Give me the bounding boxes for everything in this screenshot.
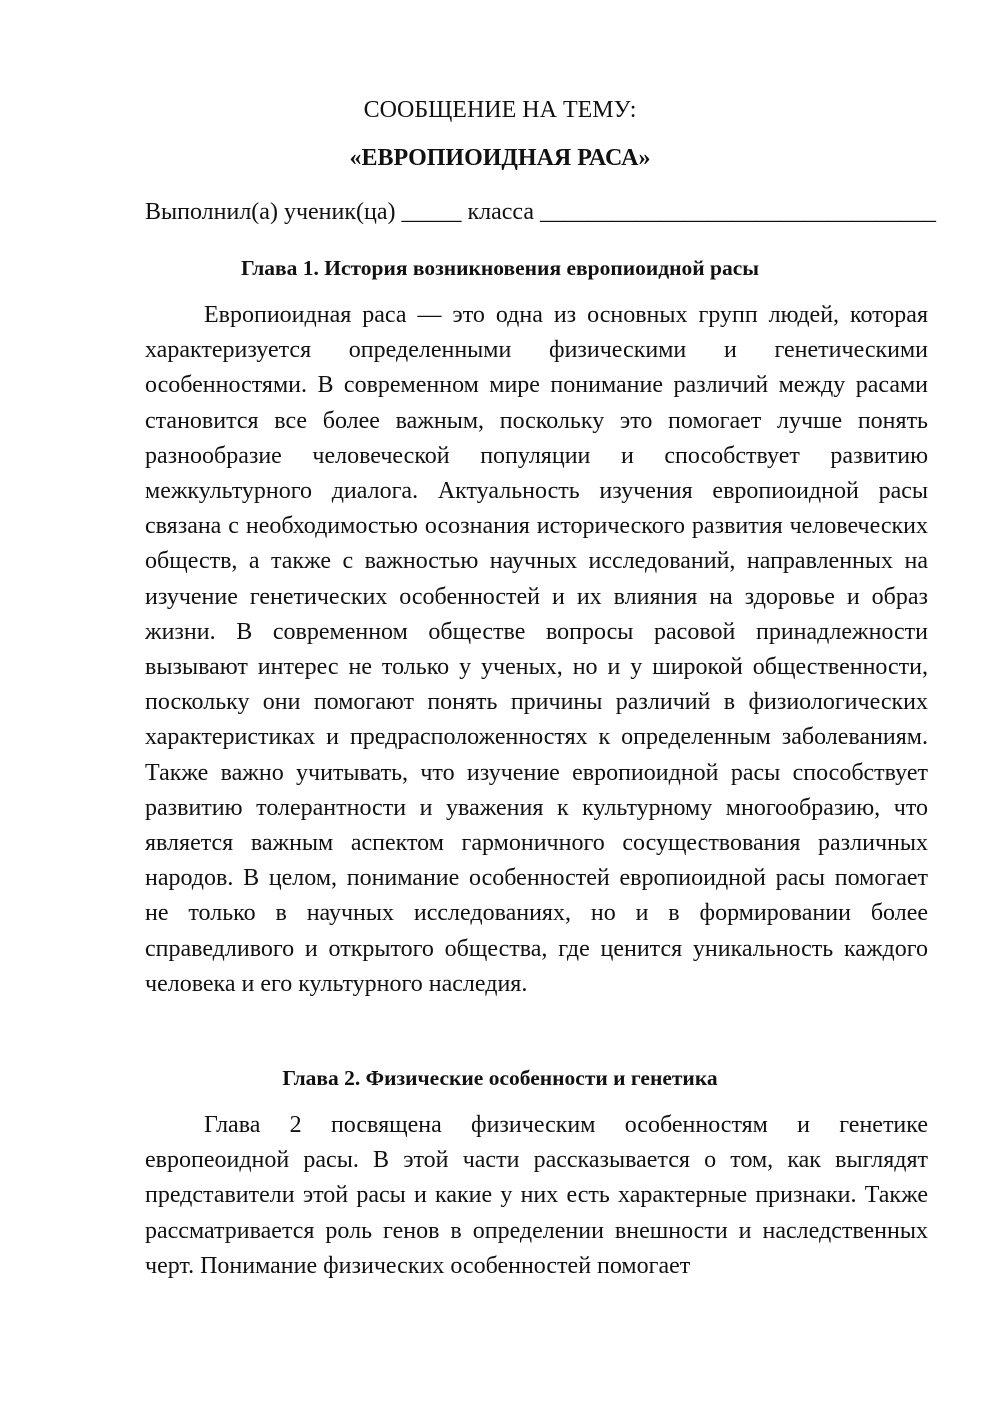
- chapter-2-heading: Глава 2. Физические особенности и генетика: [282, 1066, 718, 1090]
- author-line: Выполнил(а) ученик(ца) _____ класса _________________________________: [145, 199, 937, 225]
- chapter-1-heading: Глава 1. История возникновения европиоидной расы: [240, 256, 760, 280]
- chapter-2-paragraph: Глава 2 посвящена физическим особенностям и генетике европеоидной расы. В этой части рассказывается о том, как выглядят представители этой расы и какие у них есть характерные признаки. Также рассматривается роль генов в определении внешности и наследственных черт. Понимание физических особенностей помогает: [145, 1112, 928, 1279]
- document-title-line1: СООБЩЕНИЕ НА ТЕМУ:: [363, 97, 637, 123]
- chapter-1-paragraph: Европиоидная раса — это одна из основных групп людей, которая характеризуется определенными физическими и генетическими особенностями. В современном мире понимание различий между расами становится все более важным, поскольку это помогает лучше понять разнообразие человеческой популяции и способствует развитию межкультурного диалога. Актуальность изучения европиоидной расы связана с необходимостью осознания исторического развития человеческих обществ, а также с важностью научных исследований, направленных на изучение генетических особенностей и их влияния на здоровье и образ жизни. В современном обществе вопросы расовой принадлежности вызывают интерес не только у ученых, но и у широкой общественности, поскольку они помогают понять причины различий в физиологических характеристиках и предрасположенностях к определенным заболеваниям. Также важно учитывать, что изучение европиоидной расы способствует развитию толерантности и уважения к культурному многообразию, что является важным аспектом гармоничного сосуществования различных народов. В целом, понимание особенностей европиоидной расы помогает не только в научных исследованиях, но и в формировании более справедливого и открытого общества, где ценится уникальность каждого человека и его культурного наследия.: [145, 302, 928, 997]
- document-title-line2: «ЕВРОПИОИДНАЯ РАСА»: [349, 145, 651, 171]
